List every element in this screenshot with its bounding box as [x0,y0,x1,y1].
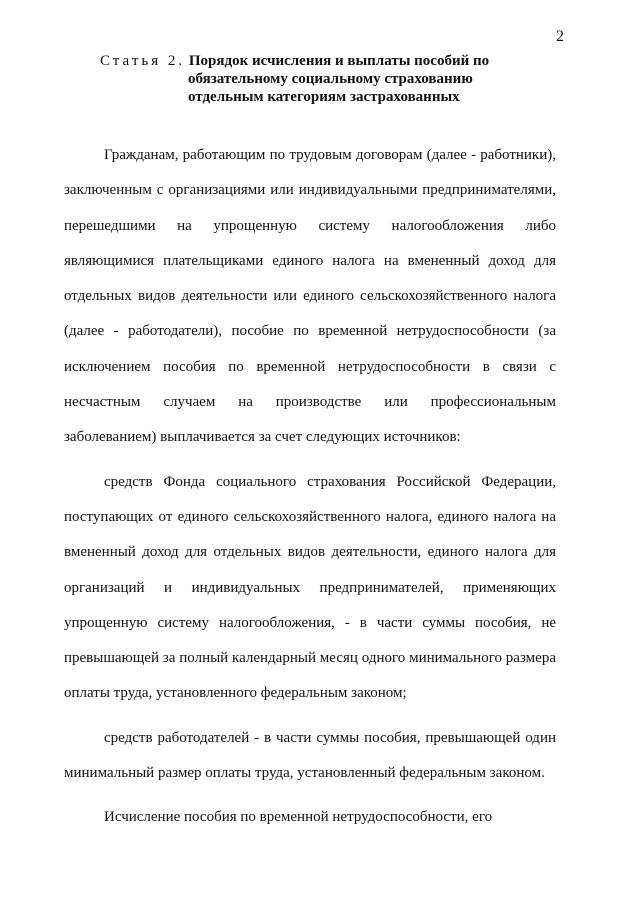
article-body [64,138,556,836]
paragraph-4: Исчисление пособия по временной нетрудоспособности, его [104,809,493,826]
article-title-line-3: отдельным категориям застрахованных [188,89,460,105]
article-title-line-1: Порядок исчисления и выплаты пособий по [188,53,490,69]
paragraph-2: средств Фонда социального страхования Российской Федерации, поступающих от единого сельскохозяйственного налога, единого налога на вмененный доход для отдельных видов деятельности, единого налога для организаций и индивидуальных предпринимателей, применяющих упрощенную систему налогообложения, - в части суммы пособия, не превышающей за полный календарный месяц одного минимального размера оплаты труда, установленного федеральным законом; [64,473,556,702]
article-heading [100,52,580,106]
article-title-line-2: обязательному социальному страхованию [188,71,473,87]
article-heading-row-1 [100,52,580,70]
paragraph-3: средств работодателей - в части суммы пособия, превышающей один минимальный размер оплаты труда, установленный федеральным законом. [64,729,556,782]
page-number: 2 [556,28,564,45]
article-number: Статья 2. [100,53,186,69]
paragraph-1: Гражданам, работающим по трудовым договорам (далее - работники), заключенным с организациями или индивидуальными предпринимателями, перешедшими на упрощенную систему налогообложения либо являющимися плательщиками единого налога на вмененный доход для отдельных видов деятельности или единого сельскохозяйственного налога (далее - работодатели), пособие по временной нетрудоспособности (за исключением пособия по временной нетрудоспособности в связи с несчастным случаем на производстве или профессиональным заболеванием) выплачивается за счет следующих источников: [64,147,556,446]
